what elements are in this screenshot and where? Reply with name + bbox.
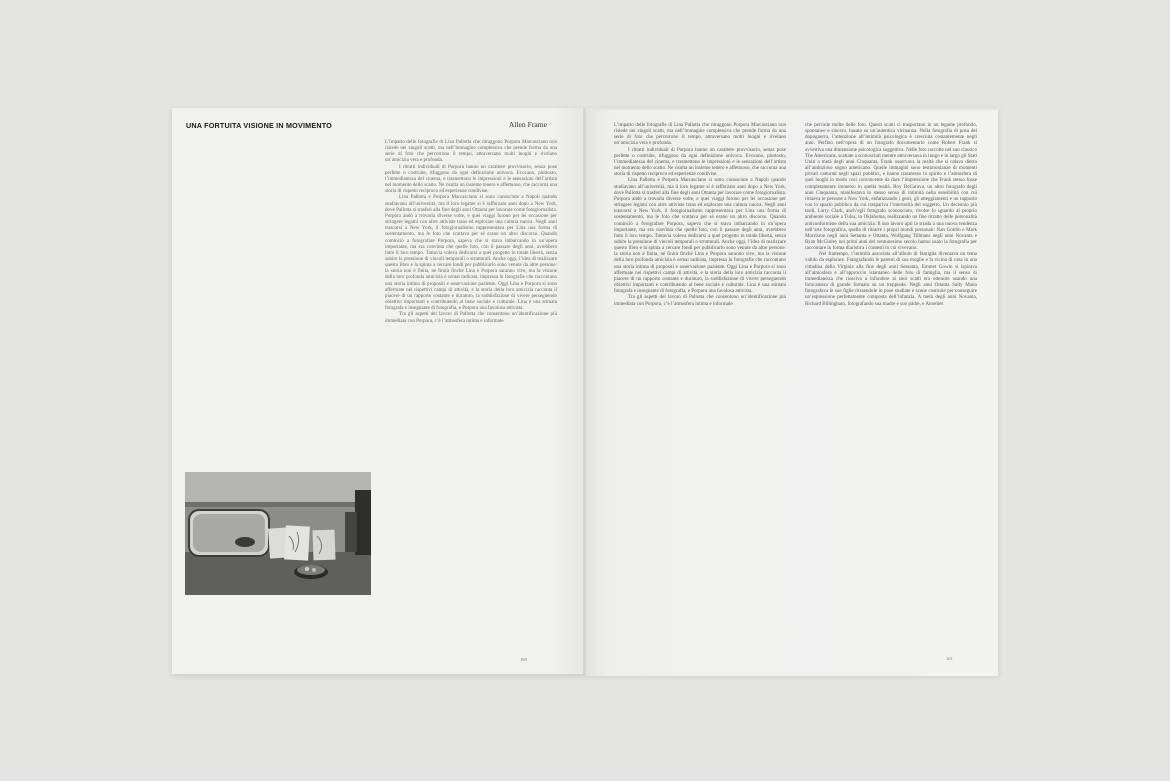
paragraph: L’impatto delle fotografie di Lina Pallotta che ritraggono Porpora Marcasciano non risiede nei singoli scatti, ma nell’immagine complessiva che prende forma da una serie di foto che percorrono il tempo, attraversano molti luoghi e rivelano un’amicizia vera e profonda. bbox=[385, 139, 557, 164]
right-page-text-column-2 bbox=[805, 122, 977, 307]
left-page bbox=[172, 108, 583, 674]
black-and-white-photograph bbox=[185, 472, 371, 595]
paragraph: Nel frattempo, l’intimità associata all’album di famiglia diventava un tema valido da esplorare. Fotografando le parenti di sua moglie e la vicina di casa in una cittadina della Virginia alla fine degli anni Sessanta, Emmet Gowin si ispirava all’atmosfera e all’approccio istantaneo delle foto di famiglia, ma il senso di immediatezza che riusciva a infondere ai suoi scatti era ottenuto usando una fotocamera di grande formato su un treppiede. Negli anni Ottanta Sally Mann fotografava le sue figlie ritraendole in pose studiate e scene costruite per conseguire un’espressione perfettamente composta dell’infanzia. A metà degli anni Novanta, Richard Billingham, fotografando sua madre e suo padre, e Annelies bbox=[805, 251, 977, 307]
author-name: Allen Frame bbox=[508, 120, 547, 129]
paragraph: Tra gli aspetti del lavoro di Pallotta che consentono un’identificazione più immediata con Porpora, c’è l’atmosfera intima e informale bbox=[614, 294, 786, 307]
right-page-text-column-1 bbox=[614, 122, 786, 307]
paragraph: che pervade molte delle foto. Questi scatti ci trasportano in un legame profondo, spontaneo e sincero, basato su un’autentica vicinanza. Nella fotografia di posa del dopoguerra, l’attenzione all’intimità psicologica è cresciuta costantemente negli anni. Perfino nell’opera di un fotografo documentario come Robert Frank si avvertiva una dimensione psicologica soggettiva. Nelle foto raccolte nel suo classico The Americans, scattate a sconosciuti mentre attraversava in lungo e in largo gli Stati Uniti a metà degli anni Cinquanta, Frank osservava la realtà che si celava dietro all’ambizioso sogno americano. Quelle immagini sono testimonianze di momenti privati catturati negli spazi pubblici, e hanno trasmesso lo spirito e l’atmosfera di quei luoghi in modo così convincente da dare l’impressione che Frank stesso fosse completamente immerso in quella realtà. Roy DeCarava, un altro fotografo degli anni Cinquanta, manifestava lo stesso senso di intimità nella sensibilità con cui ritraeva le persone a New York, enfatizzando i gesti, gli atteggiamenti e un rapporto con lo spazio pubblico da cui traspariva l’interiorità del soggetto. Un decennio più tardi, Larry Clark, anch’egli fotografo sconosciuto, rivolse lo sguardo al proprio ambiente sociale a Tulsa, in Oklahoma, realizzando un fine ritratto delle personalità anticonformiste della sua amicizia. Il suo lavoro aprì la strada a una nuova tendenza nell’arte fotografica, quella di ritrarre i propri mondi personali: Nan Goldin e Mark Morrisroe negli anni Settanta e Ottanta, Wolfgang Tillmans negli anni Novanta e Ryan McGinley nei primi anni del ventunesimo secolo hanno usato la fotografia per raccontare in forma diaristica i contesti in cui vivevano. bbox=[805, 122, 978, 252]
paragraph: Lina Pallotta e Porpora Marcasciano si sono conosciute a Napoli quando studiavano all’università, ma il loro legame si è rafforzato anni dopo a New York, dove Pallotta si trasferì alla fine degli anni Ottanta per lavorare come fotogiornalista. Porpora andò a trovarla diverse volte, e quei viaggi furono per lei occasione per stringere legami con altre attiviste trans ed esplorare una cultura nuova. Negli anni trascorsi a New York, il fotogiornalismo rappresentava per Lina una forma di sostentamento, ma le foto che scattava per sé erano un altro discorso. Quando cominciò a fotografare Porpora, sapeva che si stava imbarcando in un’opera importante, ma era convinta che quelle foto, con il passare degli anni, avrebbero fatto il loro tempo. Tuttavia voleva dedicarsi a quel progetto in totale libertà, senza subire la pressione di vincoli temporali o strutturali. Anche oggi, l’idea di realizzare questo libro e la spinta a cercare fondi per pubblicarlo sono venute da altre persone: la storia non è finita, né finirà finché Lina e Porpora saranno vive, ma la visione della loro profonda amicizia è ormai radicata, impressa in fotografie che raccontano una storia intima di propositi e osservazione paziente. Oggi Lina e Porpora si sono affermate nei rispettivi campi di attività, e la storia della loro amicizia racconta il piacere di un rapporto costante e duraturo, la soddisfazione di vivere perseguendo obiettivi importanti e contribuendo al bene sociale e culturale. Lina è una stimata fotografa e insegnante di fotografia, e Porpora una favolosa attivista. bbox=[614, 177, 786, 295]
paragraph: I ritratti individuali di Porpora hanno un carattere provvisorio, senza pose perfette o costruite, rifuggono da ogni definizione univoca. Evocano, piuttosto, l’immediatezza del cinema, e trasmettono le impressioni e le sensazioni dell’artista nel momento dello scatto. Ne risulta un insieme tenero e affettuoso, che racconta una storia di rispetto reciproco ed esperienze condivise. bbox=[385, 163, 557, 195]
right-page bbox=[586, 110, 998, 676]
paragraph: L’impatto delle fotografie di Lina Pallotta che ritraggono Porpora Marcasciano non risiede nei singoli scatti, ma nell’immagine complessiva che prende forma da una serie di foto che percorrono il tempo, attraversano molti luoghi e rivelano un’amicizia vera e profonda. bbox=[614, 122, 786, 147]
photo-illustration bbox=[185, 472, 371, 595]
page-number-left: 160 bbox=[520, 657, 527, 662]
paragraph: Lina Pallotta e Porpora Marcasciano si sono conosciute a Napoli quando studiavano all’università, ma il loro legame si è rafforzato anni dopo a New York, dove Pallotta si trasferì alla fine degli anni Ottanta per lavorare come fotogiornalista. Porpora andò a trovarla diverse volte, e quei viaggi furono per lei occasione per stringere legami con altre attiviste trans ed esplorare una cultura nuova. Negli anni trascorsi a New York, il fotogiornalismo rappresentava per Lina una forma di sostentamento, ma le foto che scattava per sé erano un altro discorso. Quando cominciò a fotografare Porpora, sapeva che si stava imbarcando in un’opera importante, ma era convinta che quelle foto, con il passare degli anni, avrebbero fatto il loro tempo. Tuttavia voleva dedicarsi a quel progetto in totale libertà, senza subire la pressione di vincoli temporali o strutturali. Anche oggi, l’idea di realizzare questo libro e la spinta a cercare fondi per pubblicarlo sono venute da altre persone: la storia non è finita, né finirà finché Lina e Porpora saranno vive, ma la visione della loro profonda amicizia è ormai radicata, impressa in fotografie che raccontano una storia intima di propositi e osservazione paziente. Oggi Lina e Porpora si sono affermate nei rispettivi campi di attività, e la storia della loro amicizia racconta il piacere di un rapporto costante e duraturo, la soddisfazione di vivere perseguendo obiettivi importanti e contribuendo al bene sociale e culturale. Lina è una stimata fotografa e insegnante di fotografia, e Porpora una favolosa attivista. bbox=[385, 194, 557, 312]
paragraph: I ritratti individuali di Porpora hanno un carattere provvisorio, senza pose perfette o costruite, rifuggono da ogni definizione univoca. Evocano, piuttosto, l’immediatezza del cinema, e trasmettono le impressioni e le sensazioni dell’artista nel momento dello scatto. Ne risulta un insieme tenero e affettuoso, che racconta una storia di rispetto reciproco ed esperienze condivise. bbox=[614, 146, 786, 178]
paragraph: Tra gli aspetti del lavoro di Pallotta che consentono un’identificazione più immediata con Porpora, c’è l’atmosfera intima e informale bbox=[385, 311, 557, 324]
book-spread bbox=[172, 108, 998, 674]
running-title: UNA FORTUITA VISIONE IN MOVIMENTO bbox=[186, 121, 332, 130]
left-page-text-column bbox=[385, 139, 557, 324]
page-number-right: 161 bbox=[946, 656, 953, 661]
